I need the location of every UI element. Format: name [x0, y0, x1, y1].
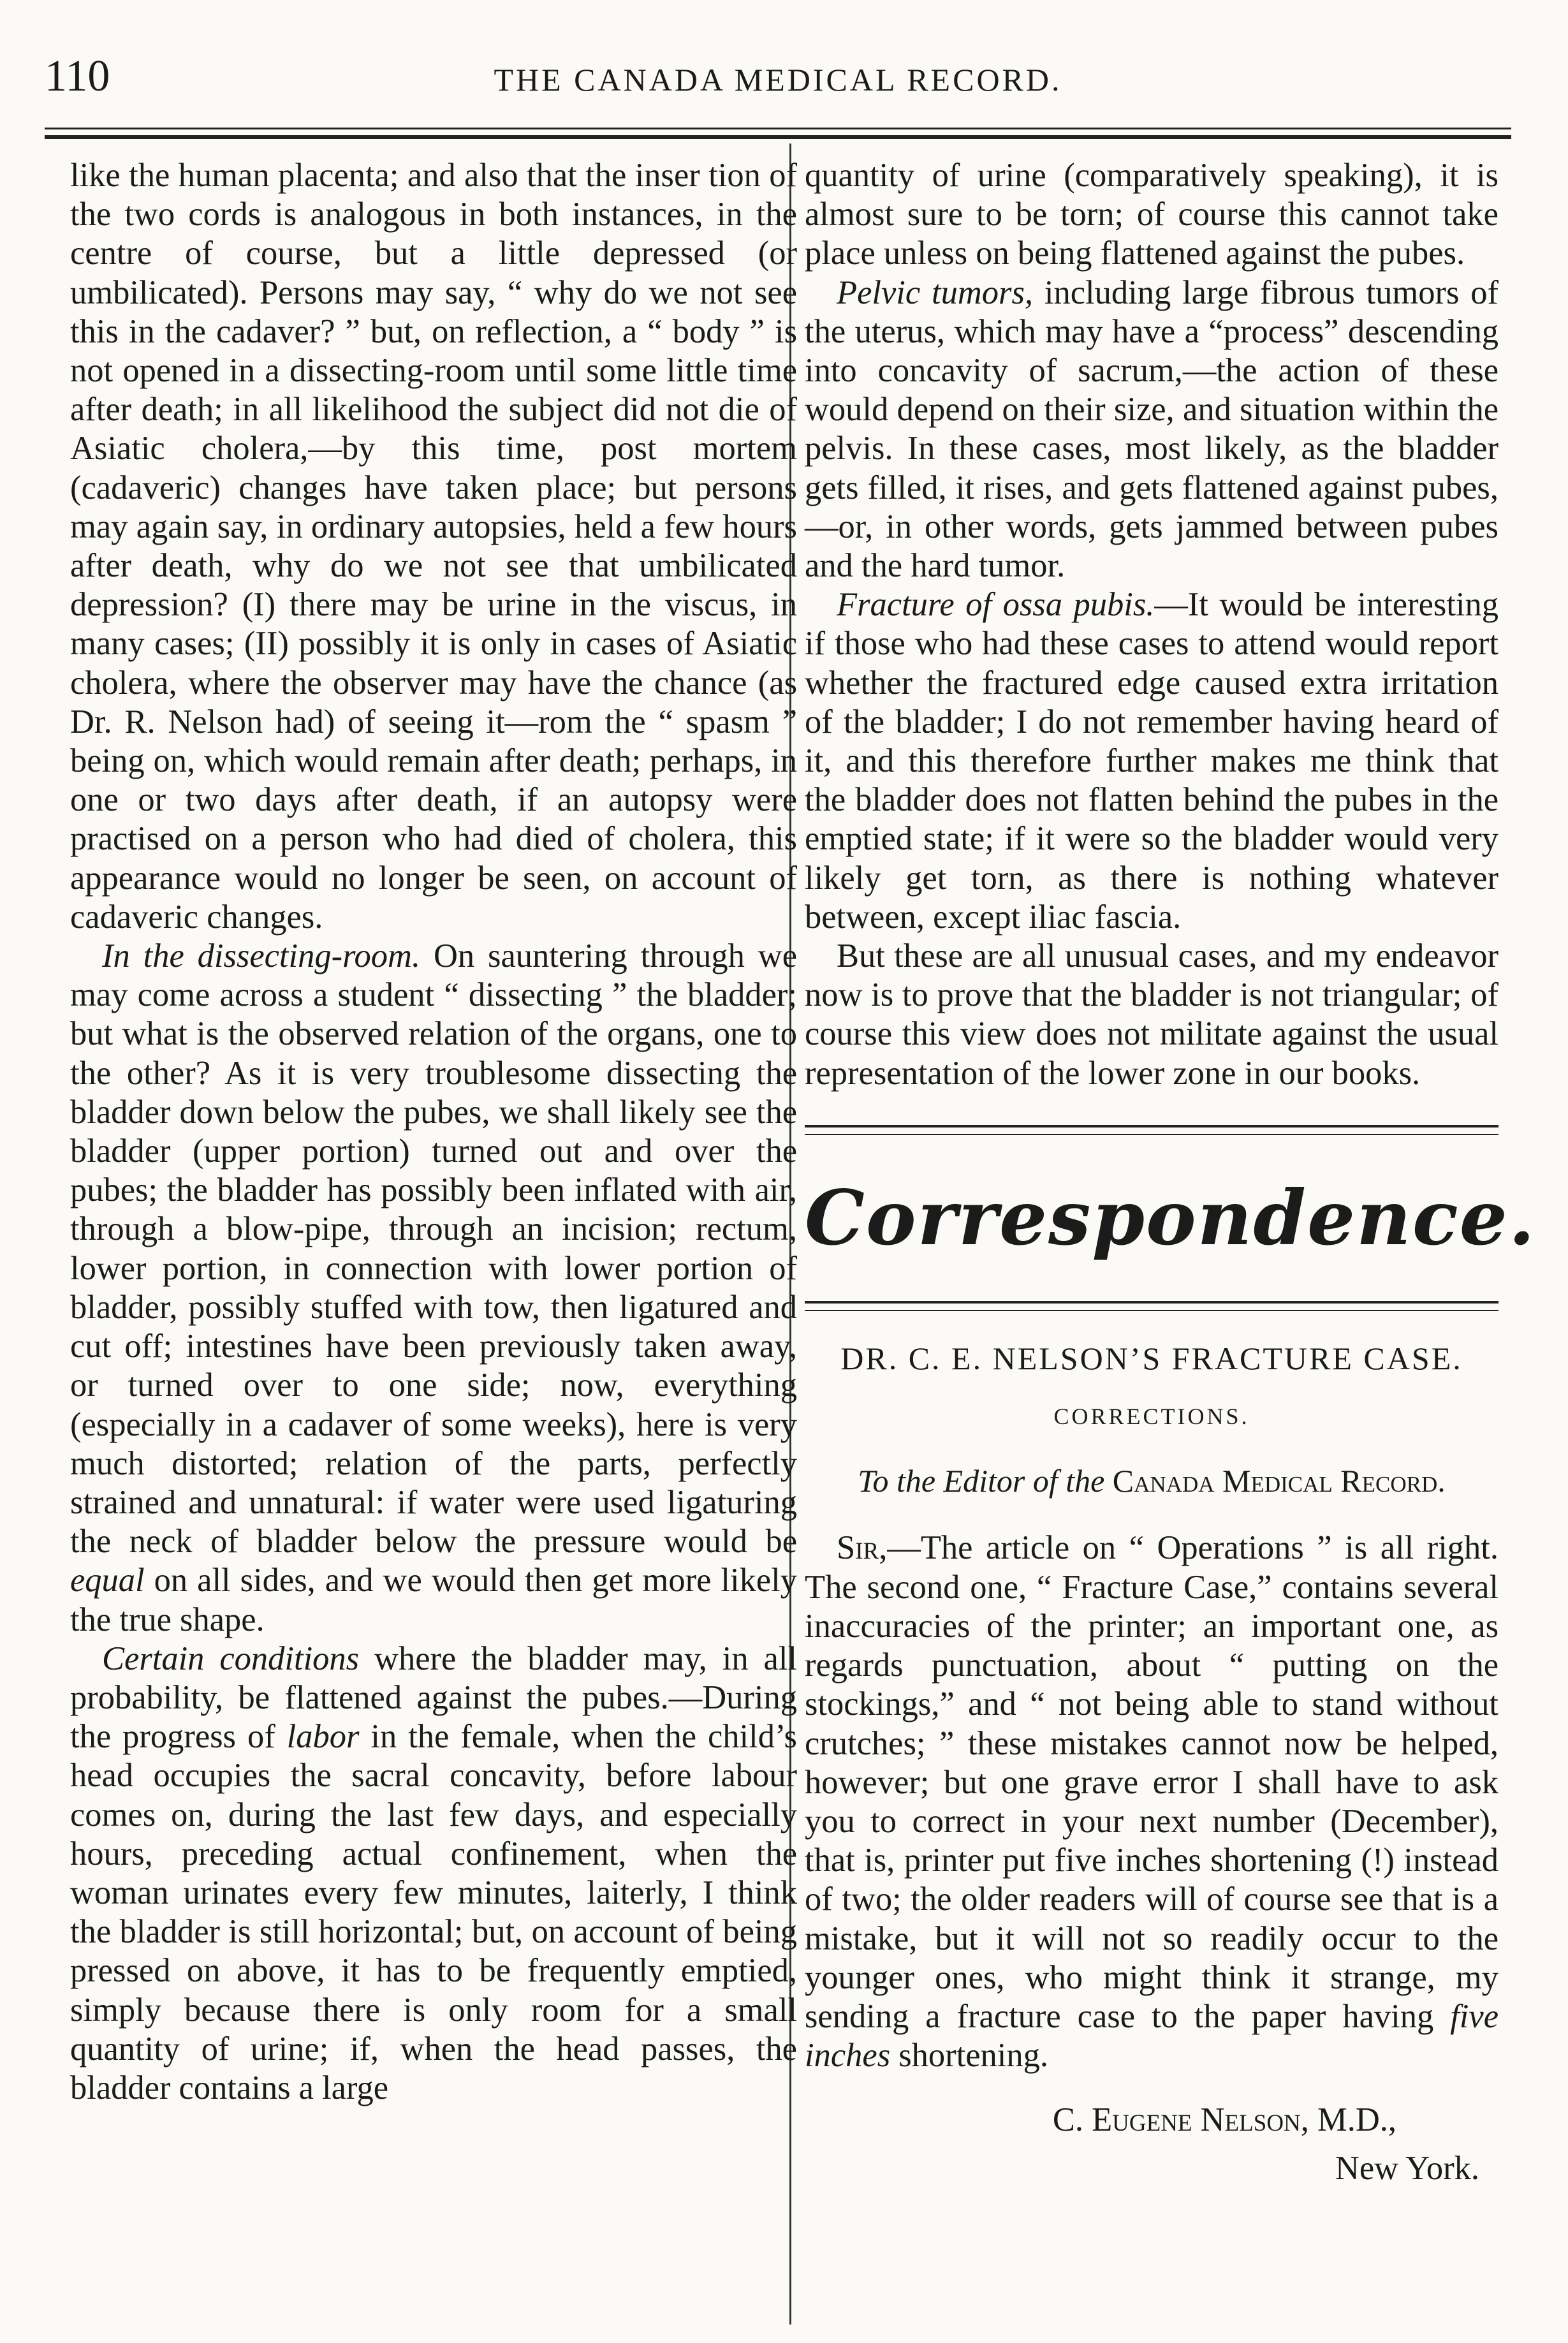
paragraph-lead: Fracture of ossa pubis. [837, 586, 1155, 624]
emphasis: equal [70, 1562, 145, 1599]
paragraph-lead: Pelvic tumors, [837, 274, 1034, 311]
paragraph-text: On sauntering through we may come across a student “ dissecting ” the bladder; but what is the observed relation of the organs, one to the other? As it is very troublesome dissecting the bladder down below the pubes, we shall likely see the bladder (upper portion) turned out and over the pubes; the bladder has possibly been inflated with air, through a blow-pipe, through an incision; rectum, lower portion, in connection with lower portion of bladder, possibly stuffed with tow, then ligatured and cut off; intestines have been previously taken away, or turned over to one side; now, everything (especially in a cadaver of some weeks), here is very much distorted; relation of the parts, perfectly strained and unnatural: if water were used ligaturing the neck of bladder below the pressure would be [70, 937, 797, 1561]
paragraph-text: on all sides, and we would then get more likely the true shape. [70, 1562, 797, 1638]
section-title: Correspondence. [805, 1173, 1536, 1262]
paragraph [70, 937, 797, 1640]
paragraph [805, 585, 1498, 937]
paragraph: like the human placenta; and also that the inser tion of the two cords is analogous in both instances, in the centre of course, but a little depressed (or umbilicated). Persons may say, “ why do we not see this in the cadaver? ” but, on reflection, a “ body ” is not opened in a dissecting-room until some little time after death; in all likelihood the subject did not die of Asiatic cholera,—by this time, post mortem (cadaveric) changes have taken place; but persons may again say, in ordinary autopsies, held a few hours after death, why do we not see that umbilicated depression? (I) there may be urine in the viscus, in many cases; (II) possibly it is only in cases of Asiatic cholera, where the observer may have the chance (as Dr. R. Nelson had) of seeing it—rom the “ spasm ” being on, which would remain after death; perhaps, in one or two days after death, if an autopsy were practised on a person who had died of cholera, this appearance would no longer be seen, on account of cadaveric changes. [70, 157, 797, 936]
paragraph-text: in the female, when the child’s head occupies the sacral concavity, before labour comes on, during the last few days, and especially hours, preceding actual confinement, when the woman urinates every few minutes, laiterly, I think the bladder is still horizontal; but, on account of being pressed on above, it has to be frequently emptied, simply because there is only room for a small quantity of urine; if, when the head passes, the bladder contains a large [70, 1718, 797, 2106]
page-number: 110 [45, 52, 110, 101]
paragraph-text: including large fibrous tumors of the uterus, which may have a “process” descending into concavity of sacrum,—the action of these would depend on their size, and situation within the pelvis. In these cases, most likely, as the bladder gets filled, it rises, and gets flattened against pubes,—or, in other words, gets jammed between pubes and the hard tumor. [805, 274, 1498, 585]
page-header [45, 45, 1511, 121]
section-rule [805, 1310, 1498, 1311]
addressee-italic: To the Editor of the [858, 1463, 1105, 1499]
section-rule [805, 1301, 1498, 1304]
header-rule [45, 128, 1511, 129]
signature-location: New York. [1335, 2149, 1479, 2187]
paragraph-text: —It would be interesting if those who had these cases to attend would report whether the fractured edge caused extra irritation of the bladder; I do not remember having heard of it, and this therefore further makes me think that the bladder does not flatten behind the pubes in the emptied state; if it were so the bladder would very likely get torn, as there is nothing whatever between, except iliac fascia. [805, 586, 1498, 936]
paragraph [70, 1640, 797, 2108]
right-column [805, 156, 1536, 2188]
paragraph [805, 274, 1498, 586]
paragraph-lead: In the dissecting-room. [102, 937, 421, 975]
paragraph-text: where the bladder may, in all probability, be flattened against the pubes.—During the progress of [70, 1640, 797, 1756]
section-rule [805, 1125, 1498, 1127]
paragraph: But these are all unusual cases, and my endeavor now is to prove that the bladder is not triangular; of course this view does not militate against the usual representation of the lower zone in our books. [805, 937, 1498, 1092]
emphasis: five inches [805, 1997, 1498, 2075]
letter-body [805, 1529, 1498, 2075]
paragraph-text: shortening. [890, 2037, 1049, 2075]
addressee-journal: Canada Medical Record. [1112, 1463, 1446, 1499]
header-rule-thick [45, 135, 1511, 139]
letter-addressee [805, 1462, 1498, 1501]
salutation: Sir, [837, 1529, 888, 1567]
paragraph: quantity of urine (comparatively speaking), it is almost sure to be torn; of course this cannot take place unless on being flattened against the pubes. [805, 157, 1498, 272]
emphasis: labor [286, 1718, 360, 1756]
section-rule [805, 1134, 1498, 1135]
signature: C. Eugene Nelson, M.D., [1052, 2101, 1396, 2139]
letter-title: DR. C. E. NELSON’S FRACTURE CASE. [840, 1340, 1463, 1376]
paragraph-text: —The article on “ Operations ” is all right. The second one, “ Fracture Case,” contains several inaccuracies of the printer; an important one, as regards punctuation, about “ putting on the stockings,” and “ not being able to stand without crutches; ” these mistakes cannot now be helped, however; but one grave error I shall have to ask you to correct in your next number (December), that is, printer put five inches shortening (!) instead of two; the older readers will of course see that is a mistake, but it will not so readily occur to the younger ones, who might think it strange, my sending a fracture case to the paper having [805, 1529, 1498, 2035]
letter-subtitle: CORRECTIONS. [1053, 1404, 1250, 1430]
left-column [70, 156, 797, 2108]
paragraph-lead: Certain conditions [102, 1640, 360, 1677]
running-head: THE CANADA MEDICAL RECORD. [494, 62, 1062, 98]
